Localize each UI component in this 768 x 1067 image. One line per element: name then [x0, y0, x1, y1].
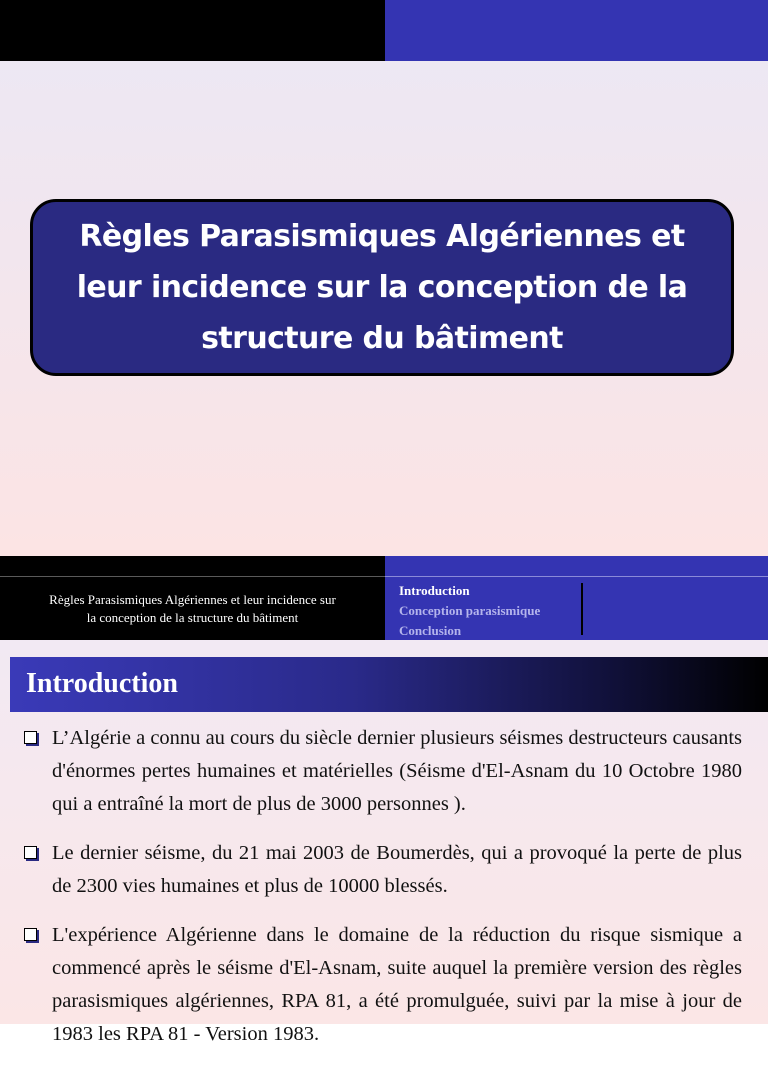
- section-title-bar: [10, 657, 768, 712]
- title-line: structure du bâtiment: [201, 321, 563, 356]
- checkbox-bullet-icon: [24, 731, 37, 744]
- nav-item-conclusion[interactable]: Conclusion: [399, 623, 462, 638]
- navigation-band: [385, 576, 768, 640]
- title-line: Règles Parasismiques Algériennes et: [79, 219, 685, 254]
- presentation-subtitle: [35, 591, 350, 627]
- list-item: [22, 837, 742, 903]
- header-strip-black: [0, 556, 385, 576]
- list-item: [22, 919, 742, 1051]
- list-item: [22, 722, 742, 821]
- bullet-text: L’Algérie a connu au cours du siècle dernier plusieurs séismes destructeurs causants d'énormes pertes humaines et matérielles (Séisme d'El-Asnam du 10 Octobre 1980 qui a entraîné la mort de plus de 3000 personnes ).: [52, 727, 742, 815]
- bullet-text: Le dernier séisme, du 21 mai 2003 de Boumerdès, qui a provoqué la perte de plus de 2300 vies humaines et plus de 10000 blessés.: [52, 842, 742, 897]
- subtitle-line: la conception de la structure du bâtiment: [86, 609, 299, 625]
- presentation-subtitle-band: [0, 576, 385, 640]
- nav-divider: [581, 583, 583, 635]
- nav-item-introduction[interactable]: Introduction: [399, 583, 470, 598]
- introduction-slide: [0, 556, 768, 1045]
- title-box: [30, 199, 734, 376]
- section-nav: [399, 581, 540, 641]
- checkbox-bullet-icon: [24, 846, 37, 859]
- title-line: leur incidence sur la conception de la: [76, 270, 688, 305]
- slide-title: [65, 211, 700, 364]
- nav-item-conception-parasismique[interactable]: Conception parasismique: [399, 603, 541, 618]
- header-bar-black: [0, 0, 385, 61]
- bullet-text: L'expérience Algérienne dans le domaine de la réduction du risque sismique a commencé après le séisme d'El-Asnam, suite auquel la première version des règles parasismiques algériennes, RPA 81, a été promulguée, suivi par la mise à jour de 1983 les RPA 81 - Version 1983.: [52, 924, 742, 1045]
- subtitle-line: Règles Parasismiques Algériennes et leur incidence sur: [49, 591, 336, 607]
- header-bar-blue: [385, 0, 768, 61]
- header-strip-blue: [385, 556, 768, 576]
- bullet-list: [22, 722, 742, 1067]
- checkbox-bullet-icon: [24, 928, 37, 941]
- section-title: Introduction: [26, 668, 178, 699]
